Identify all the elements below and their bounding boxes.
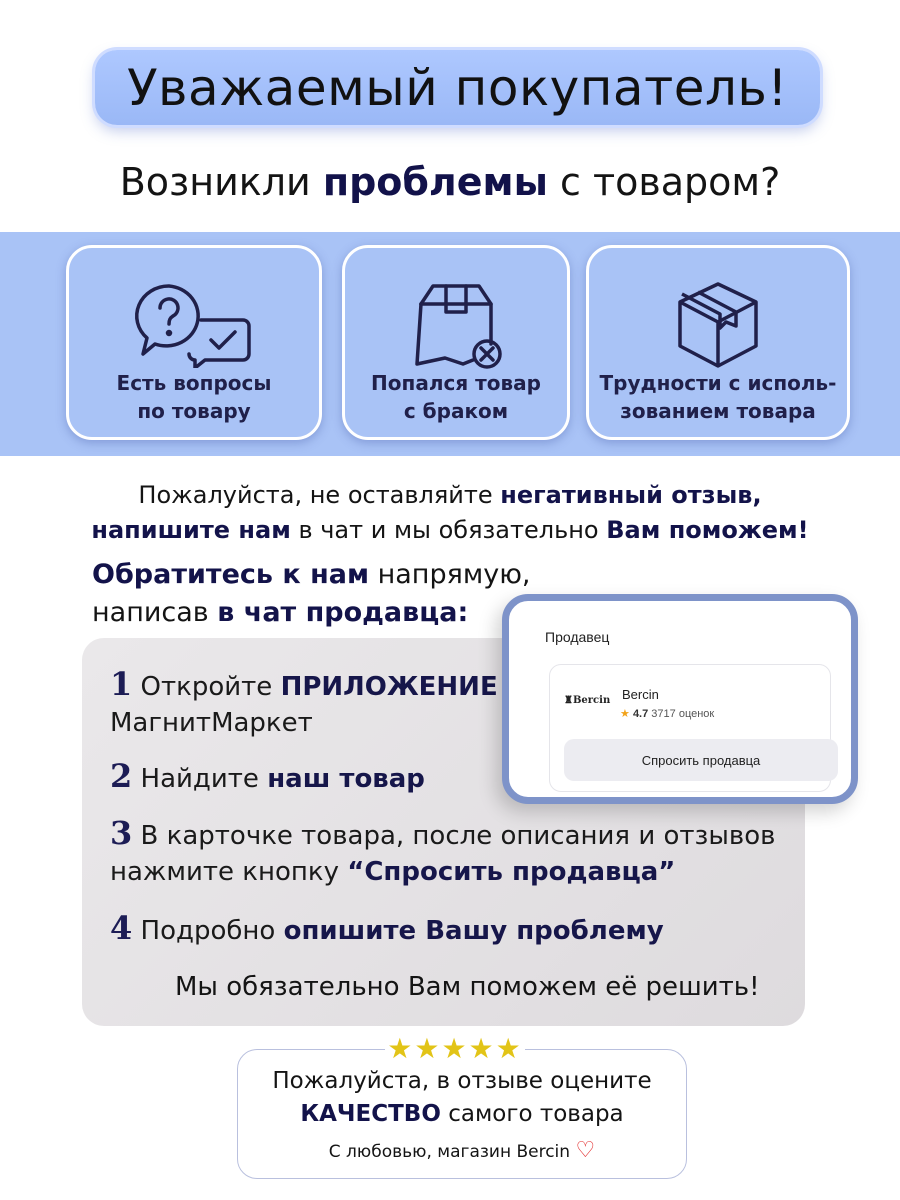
review-line-1: Пожалуйста, в отзыве оцените <box>272 1068 652 1094</box>
review-signature: С любовью, магазин Bercin ♡ <box>328 1138 596 1163</box>
subtitle: Возникли проблемы с товаром? <box>119 160 781 204</box>
five-stars: ★★★★★ <box>385 1032 525 1066</box>
seller-rating: ★ 4.7 3717 оценок <box>620 708 715 720</box>
package-box-icon <box>668 278 768 373</box>
card-defect <box>342 245 570 440</box>
notice-text: Пожалуйста, не оставляйте негативный отзыв, напишите нам в чат и мы обязательно Вам поможем! <box>91 481 809 544</box>
star-icon: ★ <box>620 708 630 720</box>
step-4: 4 Подробно опишите Вашу проблему <box>110 909 664 947</box>
card-defect-label: Попался товар с браком <box>371 371 541 423</box>
seller-screenshot <box>502 594 858 804</box>
step-1: 1 Откройте ПРИЛОЖЕНИЕ МагнитМаркет <box>110 665 498 738</box>
seller-card[interactable] <box>549 664 831 792</box>
card-usage-label: Трудности с исполь- зованием товара <box>599 371 837 423</box>
seller-name: Bercin <box>622 687 659 702</box>
damaged-box-icon <box>401 278 511 373</box>
card-usage <box>586 245 850 440</box>
closing-text: Мы обязательно Вам поможем её решить! <box>175 972 760 1002</box>
seller-logo: ♜Bercin <box>564 695 611 706</box>
page-title: Уважаемый покупатель! <box>127 58 788 117</box>
review-line-2: КАЧЕСТВО самого товара <box>300 1101 624 1127</box>
ask-seller-button[interactable]: Спросить продавца <box>564 739 838 781</box>
seller-header: Продавец <box>545 629 610 645</box>
card-questions <box>66 245 322 440</box>
step-3: 3 В карточке товара, после описания и отзывов нажмите кнопку “Спросить продавца” <box>110 814 776 887</box>
contact-instructions: Обратитесь к нам напрямую, написав в чат продавца: <box>92 559 531 628</box>
question-chat-icon <box>129 278 259 368</box>
card-questions-label: Есть вопросы по товару <box>116 371 272 423</box>
step-2: 2 Найдите наш товар <box>110 757 425 795</box>
heart-icon: ♡ <box>575 1138 596 1163</box>
review-request <box>237 1049 687 1179</box>
title-banner <box>95 50 820 125</box>
